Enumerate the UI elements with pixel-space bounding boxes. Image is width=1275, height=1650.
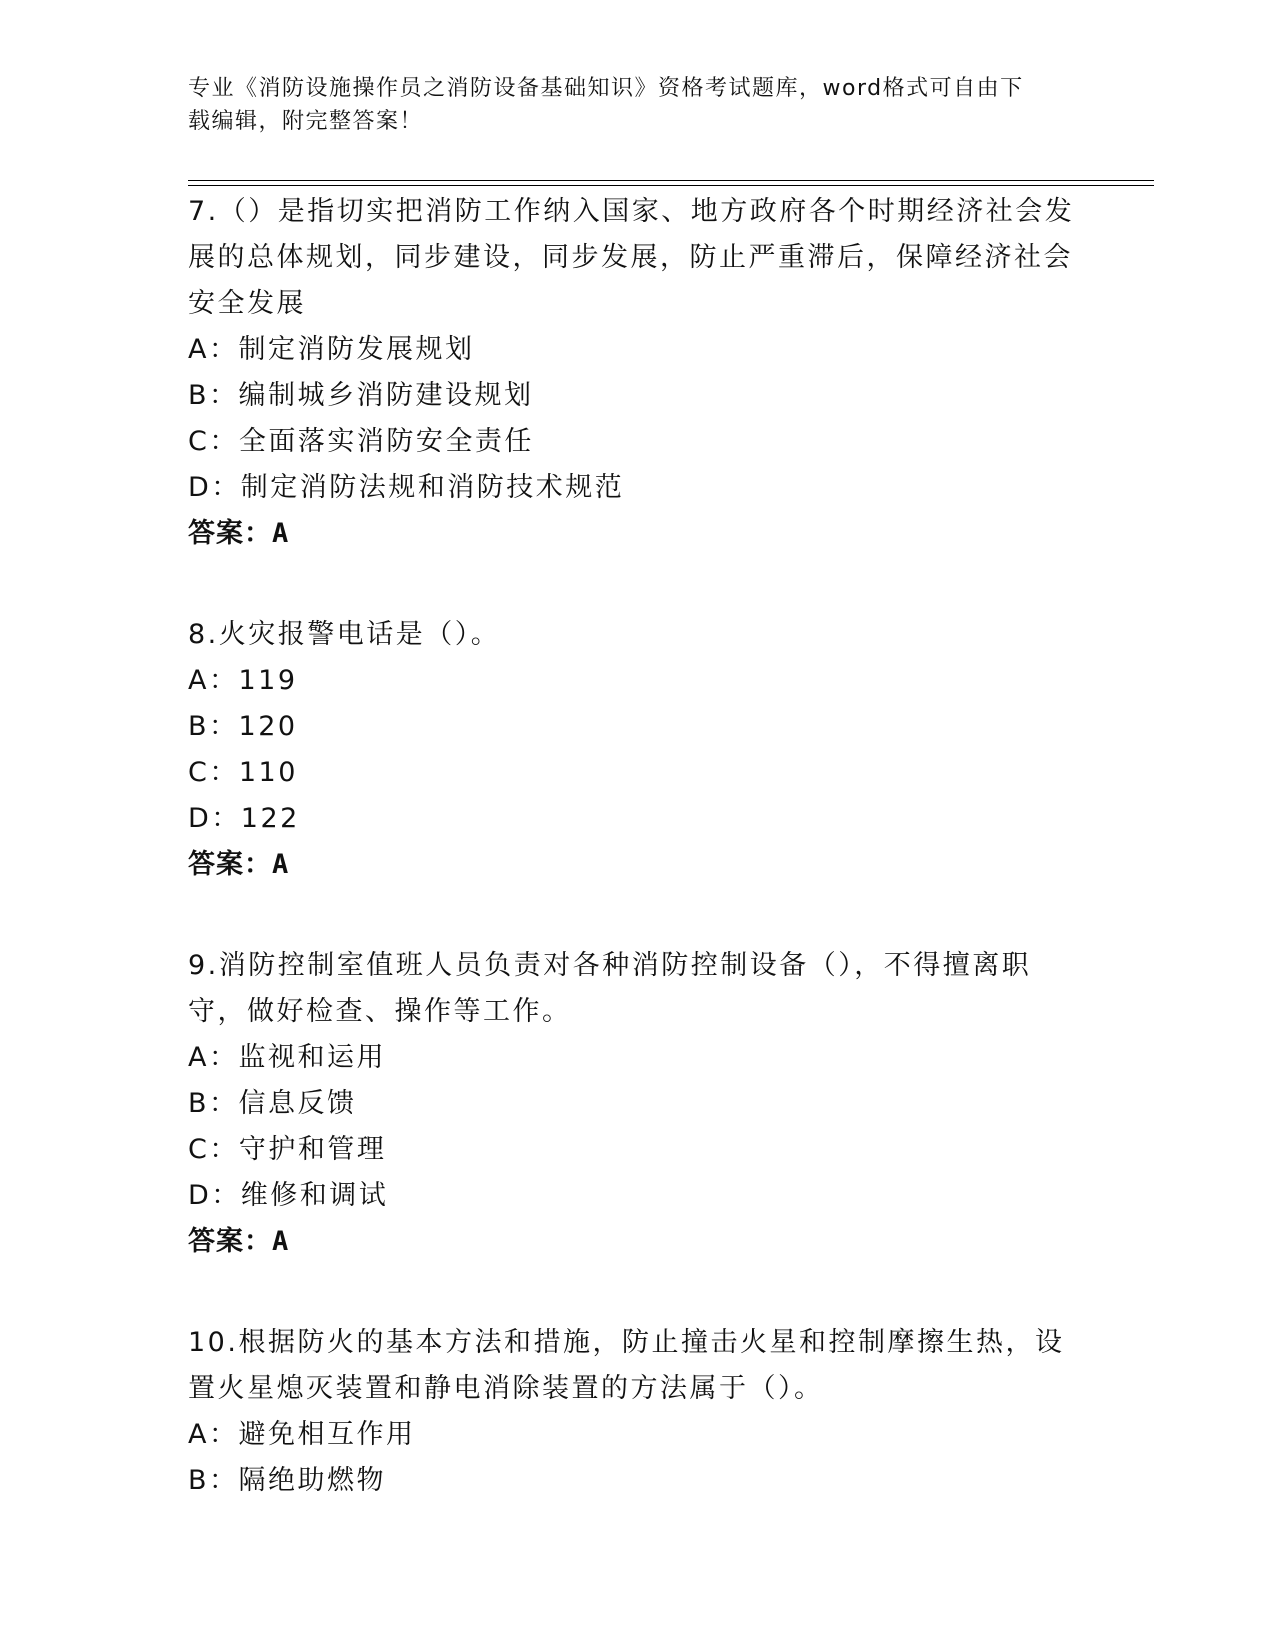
answer-value: A [272, 1226, 290, 1257]
header-line-2: 载编辑，附完整答案！ [188, 109, 424, 134]
question-8 [188, 612, 1088, 888]
option-c: C：守护和管理 [188, 1134, 387, 1165]
answer-line [188, 1219, 1088, 1265]
header-divider-top [188, 180, 1154, 181]
header-line-1: 专业《消防设施操作员之消防设备基础知识》资格考试题库，word格式可自由下 [188, 76, 1024, 101]
answer-label: 答案： [188, 518, 272, 549]
option-b: B：信息反馈 [188, 1088, 357, 1119]
option-d: D：维修和调试 [188, 1180, 389, 1211]
question-10 [188, 1320, 1088, 1504]
answer-value: A [272, 518, 290, 549]
question-text: 7.（）是指切实把消防工作纳入国家、地方政府各个时期经济社会发展的总体规划，同步建设，同步发展，防止严重滞后，保障经济社会安全发展 [188, 196, 1075, 319]
option-a: A：制定消防发展规划 [188, 334, 475, 365]
answer-line [188, 842, 1088, 888]
answer-value: A [272, 849, 290, 880]
option-d: D：制定消防法规和消防技术规范 [188, 472, 625, 503]
question-text: 8.火灾报警电话是（）。 [188, 619, 501, 650]
option-d: D：122 [188, 803, 300, 834]
document-header [188, 72, 1088, 138]
option-b: B：隔绝助燃物 [188, 1465, 387, 1496]
option-a: A：监视和运用 [188, 1042, 386, 1073]
option-a: A：避免相互作用 [188, 1419, 416, 1450]
answer-label: 答案： [188, 1226, 272, 1257]
question-list [188, 189, 1088, 1559]
option-c: C：全面落实消防安全责任 [188, 426, 534, 457]
option-c: C：110 [188, 757, 298, 788]
header-divider-bottom [188, 185, 1154, 186]
option-b: B：编制城乡消防建设规划 [188, 380, 534, 411]
question-text: 10.根据防火的基本方法和措施，防止撞击火星和控制摩擦生热，设置火星熄灭装置和静电消除装置的方法属于（）。 [188, 1327, 1065, 1404]
option-a: A：119 [188, 665, 298, 696]
answer-label: 答案： [188, 849, 272, 880]
question-7 [188, 189, 1088, 557]
option-b: B：120 [188, 711, 298, 742]
question-text: 9.消防控制室值班人员负责对各种消防控制设备（），不得擅离职守，做好检查、操作等工作。 [188, 950, 1032, 1027]
question-9 [188, 943, 1088, 1265]
answer-line [188, 511, 1088, 557]
